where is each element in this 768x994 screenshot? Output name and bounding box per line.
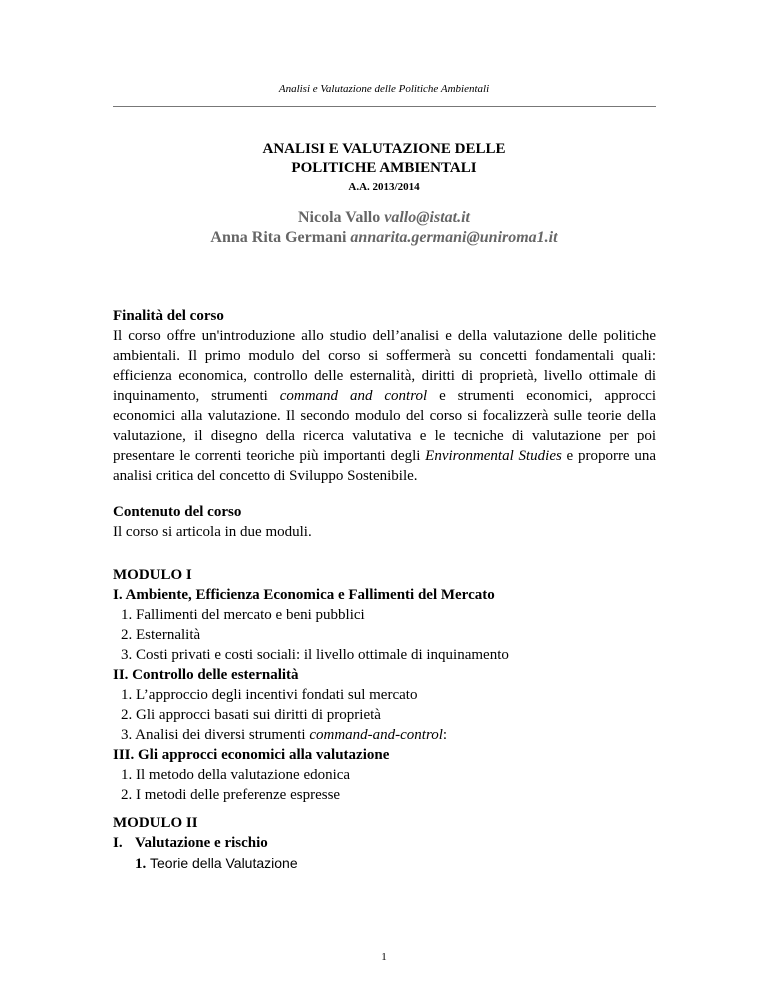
section-numeral: I. <box>113 835 123 851</box>
running-header: Analisi e Valutazione delle Politiche Ambientali <box>278 83 490 95</box>
author-1 <box>0 209 768 227</box>
section-modulo-2 <box>113 813 656 874</box>
list-item: 2. Esternalità <box>121 627 201 643</box>
section-finalita <box>113 306 656 486</box>
list-item-punct: : <box>442 727 448 743</box>
section-contenuto <box>113 502 656 542</box>
module-section-title: III. Gli approcci economici alla valutazione <box>113 747 390 763</box>
list-item-text: 3. Analisi dei diversi strumenti <box>121 727 310 743</box>
header-rule <box>113 106 656 107</box>
list-item: 2. I metodi delle preferenze espresse <box>121 787 341 803</box>
module-section-title <box>113 833 656 853</box>
section-modulo-1 <box>113 565 656 805</box>
module-section-title: I. Ambiente, Efficienza Economica e Fallimenti del Mercato <box>113 587 495 603</box>
list-item: 1. Fallimenti del mercato e beni pubblici <box>121 607 365 623</box>
author-name: Nicola Vallo <box>298 209 381 226</box>
list-item: 1. Il metodo della valutazione edonica <box>121 767 351 783</box>
paragraph-italic: Environmental Studies <box>425 448 562 464</box>
list-item: 3. Costi privati e costi sociali: il livello ottimale di inquinamento <box>121 647 509 663</box>
document-title <box>0 140 768 178</box>
section-heading: Contenuto del corso <box>113 504 242 520</box>
section-heading: Finalità del corso <box>113 308 224 324</box>
academic-year: A.A. 2013/2014 <box>348 181 420 193</box>
author-2 <box>0 229 768 247</box>
module-heading: MODULO II <box>113 815 198 831</box>
list-item <box>113 853 656 874</box>
finalita-paragraph <box>113 326 656 486</box>
list-item-text: Teorie della Valutazione <box>150 855 298 871</box>
contenuto-text: Il corso si articola in due moduli. <box>113 524 312 540</box>
paragraph-text: Il corso offre un'introduzione allo studio dell’analisi e della valutazione delle politiche ambientali. Il primo modulo del corso si soffermerà su concetti fondamentali quali: efficienza economica, controllo delle esternalità, diritti di proprietà, livello ottimale di inquinamento, strumenti <box>113 328 656 404</box>
list-item-italic: command-and-control <box>309 727 443 743</box>
author-email[interactable]: vallo@istat.it <box>384 209 470 226</box>
list-item-number: 1. <box>135 856 147 872</box>
list-item <box>113 725 656 745</box>
module-heading: MODULO I <box>113 567 192 583</box>
list-item: 1. L’approccio degli incentivi fondati sul mercato <box>121 687 418 703</box>
list-item: 2. Gli approcci basati sui diritti di proprietà <box>121 707 381 723</box>
page-number: 1 <box>381 951 387 963</box>
paragraph-text: e strumenti economici, approcci economici alla valutazione. Il secondo modulo del corso si focalizzerà sulle teorie della valutazione, il disegno della ricerca valutativa e le tecniche di valutazione per poi presentare le correnti teoriche più importanti degli <box>113 388 656 464</box>
section-title-text: Valutazione e rischio <box>135 835 268 851</box>
paragraph-text: e proporre una analisi critica del concetto di Sviluppo Sostenibile. <box>113 448 656 484</box>
module-section-title: II. Controllo delle esternalità <box>113 667 299 683</box>
author-email[interactable]: annarita.germani@uniroma1.it <box>350 229 558 246</box>
author-name: Anna Rita Germani <box>210 229 347 246</box>
paragraph-italic: command and control <box>279 388 428 404</box>
title-line-1: ANALISI E VALUTAZIONE DELLE <box>262 141 506 157</box>
title-line-2: POLITICHE AMBIENTALI <box>291 160 477 176</box>
